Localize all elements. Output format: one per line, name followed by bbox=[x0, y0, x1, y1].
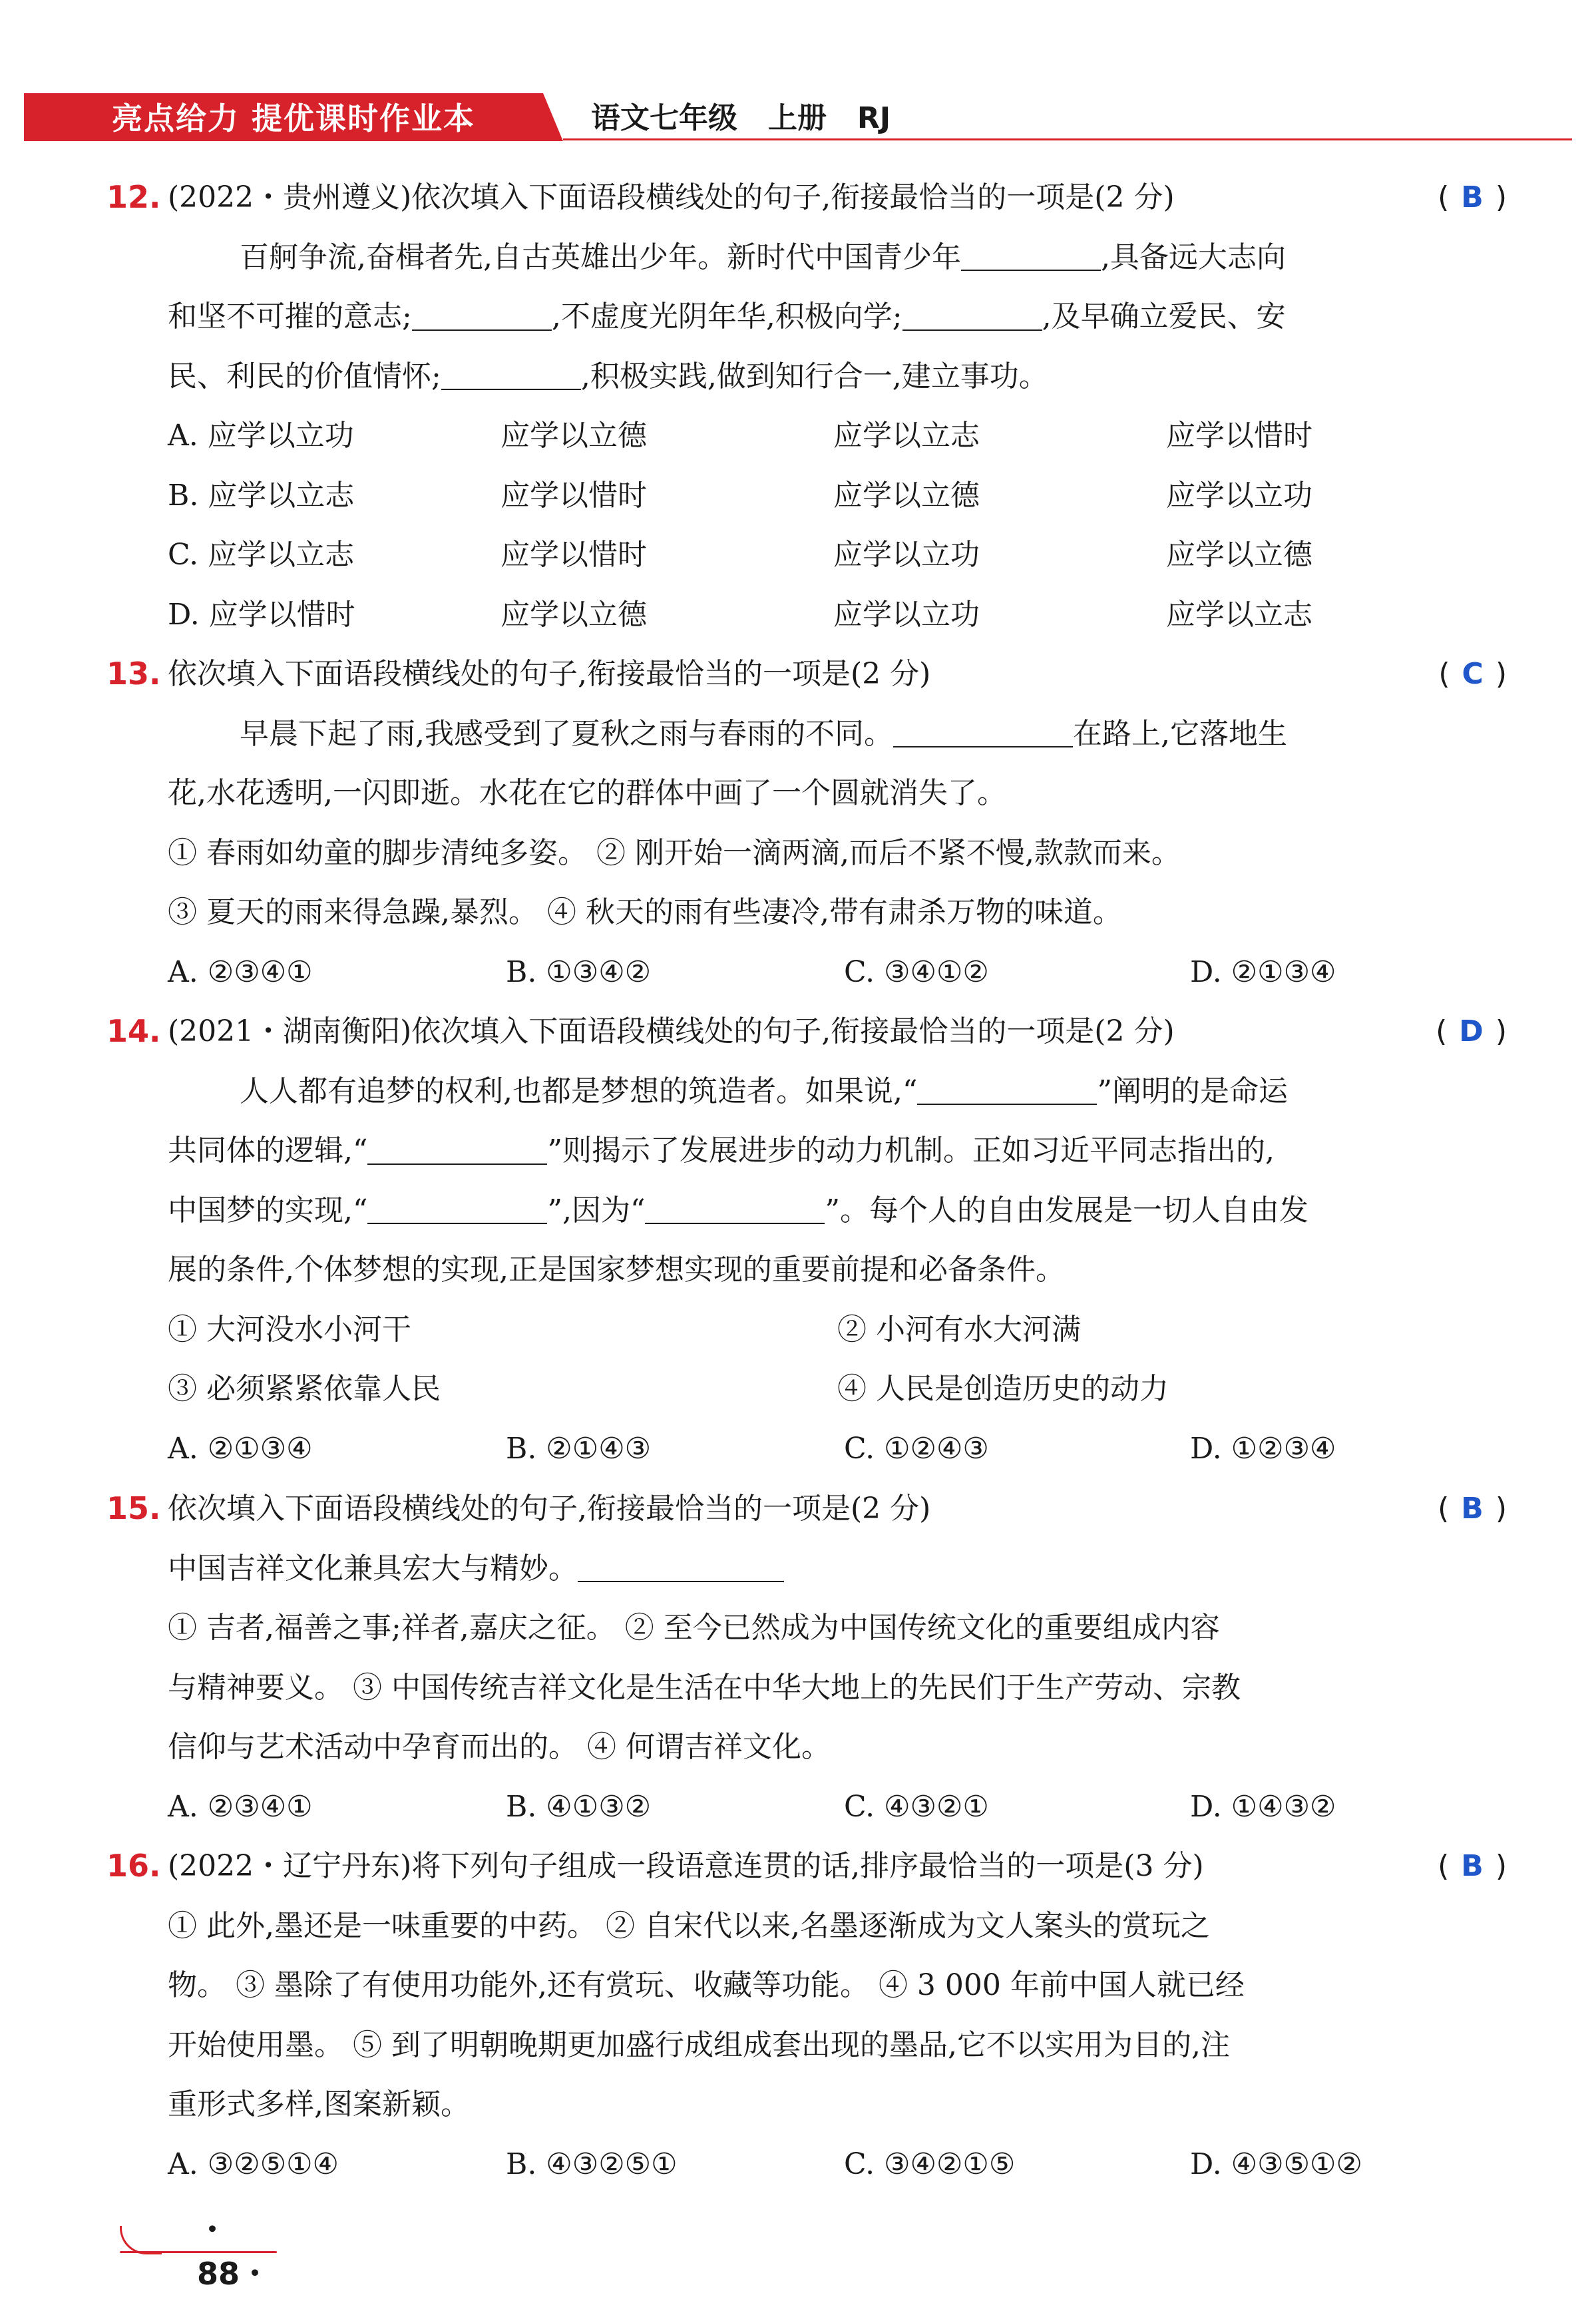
question-number: 14. bbox=[106, 1013, 161, 1049]
fill-blank bbox=[367, 1193, 547, 1224]
page-number: ・88・ bbox=[197, 2212, 271, 2292]
answer-letter: B bbox=[1461, 180, 1484, 214]
question-14 bbox=[106, 1002, 1507, 1478]
option-row: D. 应学以惜时 应学以立德 应学以立功 应学以立志 bbox=[168, 597, 1312, 632]
question-13 bbox=[106, 644, 1507, 1002]
passage-line: 民、利民的价值情怀; ,积极实践,做到知行合一,建立事功。 bbox=[168, 359, 1048, 393]
sentence-line: ③ 夏天的雨来得急躁,暴烈。 ④ 秋天的雨有些凄冷,带有肃杀万物的味道。 bbox=[168, 895, 1122, 929]
option-row: A. ②③④① B. ①③④② C. ③④①② D. ②①③④ bbox=[168, 954, 1336, 989]
passage-line: 共同体的逻辑,“ ”则揭示了发展进步的动力机制。正如习近平同志指出的, bbox=[168, 1134, 1275, 1167]
answer-letter: D bbox=[1459, 1014, 1484, 1048]
question-16 bbox=[106, 1836, 1507, 2194]
question-stem: (2022・辽宁丹东)将下列句子组成一段语意连贯的话,排序最恰当的一项是(3 分) bbox=[168, 1849, 1204, 1883]
passage-line: 中国吉祥文化兼具宏大与精妙。 bbox=[109, 1539, 1507, 1599]
sentence-line: ① 春雨如幼童的脚步清纯多姿。 ② 刚开始一滴两滴,而后不紧不慢,款款而来。 bbox=[168, 835, 1181, 870]
question-stem: 依次填入下面语段横线处的句子,衔接最恰当的一项是(2 分) bbox=[168, 1492, 931, 1526]
fill-blank bbox=[412, 300, 552, 331]
question-15 bbox=[106, 1479, 1507, 1836]
answer-bracket: ( D ) bbox=[1436, 1014, 1507, 1048]
question-number: 16. bbox=[106, 1848, 161, 1884]
passage-line: 花,水花透明,一闪即逝。水花在它的群体中画了一个圆就消失了。 bbox=[168, 776, 1006, 810]
option-row: A. 应学以立功 应学以立德 应学以立志 应学以惜时 bbox=[168, 419, 1312, 453]
footer-decoration bbox=[120, 2226, 162, 2254]
fill-blank bbox=[367, 1134, 547, 1165]
question-number: 12. bbox=[106, 179, 161, 215]
option-row: A. ②①③④ B. ②①④③ C. ①②④③ D. ①②③④ bbox=[168, 1431, 1336, 1466]
series-title: 亮点给力 提优课时作业本 bbox=[112, 101, 476, 136]
header-rule bbox=[563, 138, 1572, 140]
sentence-row: ① 大河没水小河干 ② 小河有水大河满 bbox=[168, 1312, 1081, 1347]
sentence-line: 与精神要义。 ③ 中国传统吉祥文化是生活在中华大地上的先民们于生产劳动、宗教 bbox=[168, 1670, 1241, 1705]
sentence-line: 物。 ③ 墨除了有使用功能外,还有赏玩、收藏等功能。 ④ 3 000 年前中国人就已经 bbox=[168, 1968, 1245, 2002]
question-stem: (2022・贵州遵义)依次填入下面语段横线处的句子,衔接最恰当的一项是(2 分) bbox=[168, 180, 1175, 214]
fill-blank bbox=[961, 240, 1101, 271]
question-stem: (2021・湖南衡阳)依次填入下面语段横线处的句子,衔接最恰当的一项是(2 分) bbox=[168, 1014, 1175, 1048]
answer-letter: B bbox=[1461, 1492, 1484, 1526]
sentence-line: 开始使用墨。 ⑤ 到了明朝晚期更加盛行成组成套出现的墨品,它不以实用为目的,注 bbox=[168, 2027, 1230, 2062]
answer-bracket: ( B ) bbox=[1438, 1849, 1507, 1883]
question-number: 15. bbox=[106, 1490, 161, 1526]
passage-line: 展的条件,个体梦想的实现,正是国家梦想实现的重要前提和必备条件。 bbox=[168, 1253, 1065, 1287]
fill-blank bbox=[902, 300, 1042, 331]
sentence-line: 信仰与艺术活动中孕育而出的。 ④ 何谓吉祥文化。 bbox=[168, 1730, 831, 1764]
question-stem: 依次填入下面语段横线处的句子,衔接最恰当的一项是(2 分) bbox=[168, 657, 931, 691]
passage-line: 中国梦的实现,“ ”,因为“ ”。每个人的自由发展是一切人自由发 bbox=[168, 1193, 1308, 1227]
page-footer bbox=[120, 2206, 280, 2292]
question-number: 13. bbox=[106, 656, 161, 692]
answer-bracket: ( B ) bbox=[1438, 1492, 1507, 1526]
fill-blank bbox=[893, 717, 1073, 747]
passage-line: 人人都有追梦的权利,也都是梦想的筑造者。如果说,“ ”阐明的是命运 bbox=[240, 1074, 1288, 1108]
answer-bracket: ( B ) bbox=[1438, 180, 1507, 214]
question-12 bbox=[106, 168, 1507, 644]
option-row: A. ②③④① B. ④①③② C. ④③②① D. ①④③② bbox=[168, 1789, 1336, 1824]
page-header bbox=[24, 79, 1572, 145]
answer-letter: C bbox=[1462, 657, 1484, 691]
answer-bracket: ( C ) bbox=[1438, 657, 1507, 691]
passage-line: 和坚不可摧的意志; ,不虚度光阴年华,积极向学; ,及早确立爱民、安 bbox=[168, 300, 1286, 333]
sentence-line: ① 此外,墨还是一味重要的中药。 ② 自宋代以来,名墨逐渐成为文人案头的赏玩之 bbox=[168, 1908, 1210, 1943]
fill-blank bbox=[917, 1074, 1097, 1105]
book-info: 语文七年级 上册 RJ bbox=[591, 101, 891, 135]
passage-line: 早晨下起了雨,我感受到了夏秋之雨与春雨的不同。 在路上,它落地生 bbox=[240, 716, 1287, 751]
sentence-line: ① 吉者,福善之事;祥者,嘉庆之征。 ② 至今已然成为中国传统文化的重要组成内容 bbox=[168, 1611, 1220, 1645]
passage-line: 百舸争流,奋楫者先,自古英雄出少年。新时代中国青少年 ,具备远大志向 bbox=[240, 240, 1286, 274]
option-row: B. 应学以立志 应学以惜时 应学以立德 应学以立功 bbox=[168, 478, 1312, 513]
fill-blank bbox=[578, 1552, 784, 1582]
sentence-row: ③ 必须紧紧依靠人民 ④ 人民是创造历史的动力 bbox=[168, 1372, 1169, 1406]
option-row: C. 应学以立志 应学以惜时 应学以立功 应学以立德 bbox=[168, 538, 1312, 572]
answer-letter: B bbox=[1461, 1849, 1484, 1883]
option-row: A. ③②⑤①④ B. ④③②⑤① C. ③④②①⑤ D. ④③⑤①② bbox=[168, 2147, 1362, 2181]
sentence-line: 重形式多样,图案新颖。 bbox=[168, 2087, 470, 2121]
fill-blank bbox=[645, 1193, 825, 1224]
fill-blank bbox=[441, 359, 581, 390]
